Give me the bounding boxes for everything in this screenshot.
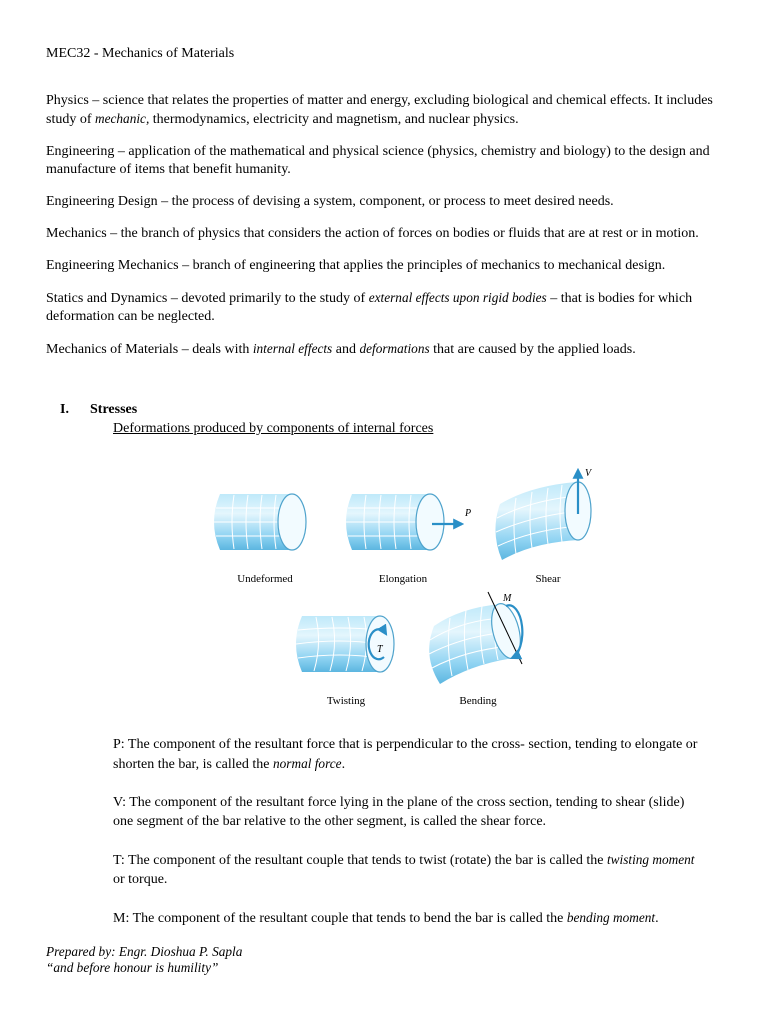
definition-engineering: Engineering – application of the mathematical and physical science (physics, chemistry and biology) to the design and manufacture of items that benefit humanity. — [46, 144, 710, 177]
caption-elongation: Elongation — [378, 573, 428, 585]
component-text: M: The component of the resultant couple that tends to bend the bar is called the — [113, 911, 567, 926]
definitions-list — [46, 92, 718, 373]
definition-engineering-design: Engineering Design – the process of devising a system, component, or process to meet desired needs. — [46, 194, 614, 209]
section-number: I. — [60, 402, 69, 417]
definition-mechanics: Mechanics – the branch of physics that considers the action of forces on bodies or fluids that are at rest or in motion. — [46, 226, 699, 241]
definition-text: deals with — [192, 342, 253, 357]
cylinder-bending — [429, 592, 525, 684]
force-components — [113, 735, 703, 947]
caption-shear: Shear — [535, 573, 561, 585]
definition-emphasis: internal effects — [252, 341, 333, 356]
footer-motto: “and before honour is humility” — [46, 960, 219, 975]
deformation-figure — [200, 458, 620, 720]
definition-term: Mechanics — [46, 226, 107, 241]
component-bending-moment — [113, 908, 703, 928]
definition-term: Engineering Mechanics — [46, 258, 179, 273]
component-normal-force — [113, 735, 703, 774]
definition-emphasis: deformations — [359, 341, 430, 356]
symbol-m: M — [503, 593, 512, 604]
definition-text: – that is bodies for which deformation can be neglected. — [46, 291, 693, 324]
definition-text: science that relates the properties of matter and energy, excluding biological and chemical effects. It includes study of — [46, 93, 713, 127]
definition-statics-dynamics: Statics and Dynamics – devoted primarily to the study of external effects upon rigid bodies – that is bodies for which deformation can be neglected. — [46, 290, 693, 324]
definition-term: Engineering Design — [46, 194, 158, 209]
prepared-by: Prepared by: Engr. Dioshua P. Sapla — [46, 944, 243, 959]
component-text: T: The component of the resultant couple that tends to twist (rotate) the bar is called the — [113, 853, 607, 868]
symbol-t: T — [377, 644, 383, 655]
component-shear-force — [113, 793, 703, 831]
component-emphasis: bending moment — [566, 910, 656, 925]
section-subtitle: Deformations produced by components of internal forces — [113, 421, 434, 436]
component-twisting-moment — [113, 850, 703, 889]
component-text: or torque. — [113, 872, 168, 887]
definition-term: Engineering — [46, 144, 115, 159]
caption-bending: Bending — [459, 695, 497, 707]
definition-text: application of the mathematical and physical science (physics, chemistry and biology) to the design and manufacture of items that benefit humanity. — [46, 144, 710, 177]
definition-text: branch of engineering that applies the principles of mechanics to mechanical design. — [192, 258, 666, 273]
course-title: MEC32 - Mechanics of Materials — [46, 46, 235, 61]
page-footer — [46, 944, 242, 976]
component-text: P: The component of the resultant force that is perpendicular to the cross- section, tending to elongate or shorten the bar, is called the — [113, 737, 698, 772]
definition-engineering-mechanics: Engineering Mechanics – branch of engineering that applies the principles of mechanics to mechanical design. — [46, 258, 666, 273]
cylinder-elongation — [346, 494, 462, 550]
component-text: . — [341, 757, 346, 772]
definition-text: that are caused by the applied loads. — [429, 342, 636, 357]
definition-term: Statics and Dynamics — [46, 291, 168, 306]
definition-emphasis: external effects upon rigid bodies — [368, 290, 547, 305]
cylinder-shear — [495, 470, 591, 560]
definition-term: Mechanics of Materials — [46, 342, 179, 357]
component-emphasis: twisting moment — [606, 852, 695, 867]
caption-undeformed: Undeformed — [237, 573, 293, 585]
definition-text: and — [332, 342, 360, 357]
definition-text: thermodynamics, electricity and magnetism, and nuclear physics. — [149, 112, 519, 127]
definition-text: devoted primarily to the study of — [181, 291, 369, 306]
definition-mechanics-of-materials: Mechanics of Materials – deals with internal effects and deformations that are caused by the applied loads. — [46, 341, 636, 357]
definition-emphasis: mechanic, — [95, 111, 150, 126]
component-emphasis: normal force — [273, 756, 342, 771]
definition-text: the branch of physics that considers the action of forces on bodies or fluids that are at rest or in motion. — [120, 226, 699, 241]
definition-text: the process of devising a system, component, or process to meet desired needs. — [171, 194, 614, 209]
symbol-p: P — [465, 508, 472, 519]
section-title: Stresses — [90, 402, 138, 417]
caption-twisting: Twisting — [326, 695, 366, 707]
component-text: V: The component of the resultant force lying in the plane of the cross section, tending to shear (slide) one segment of the bar relative to the other segment, is called the shear force. — [113, 795, 685, 829]
cylinder-undeformed — [214, 494, 306, 550]
definition-physics: Physics – science that relates the properties of matter and energy, excluding biological and chemical effects. It includes study of mechanic, thermodynamics, electricity and magnetism, and nuclear physics. — [46, 93, 713, 127]
symbol-v: V — [585, 468, 592, 479]
definition-term: Physics — [46, 93, 89, 108]
component-text: . — [655, 911, 659, 926]
